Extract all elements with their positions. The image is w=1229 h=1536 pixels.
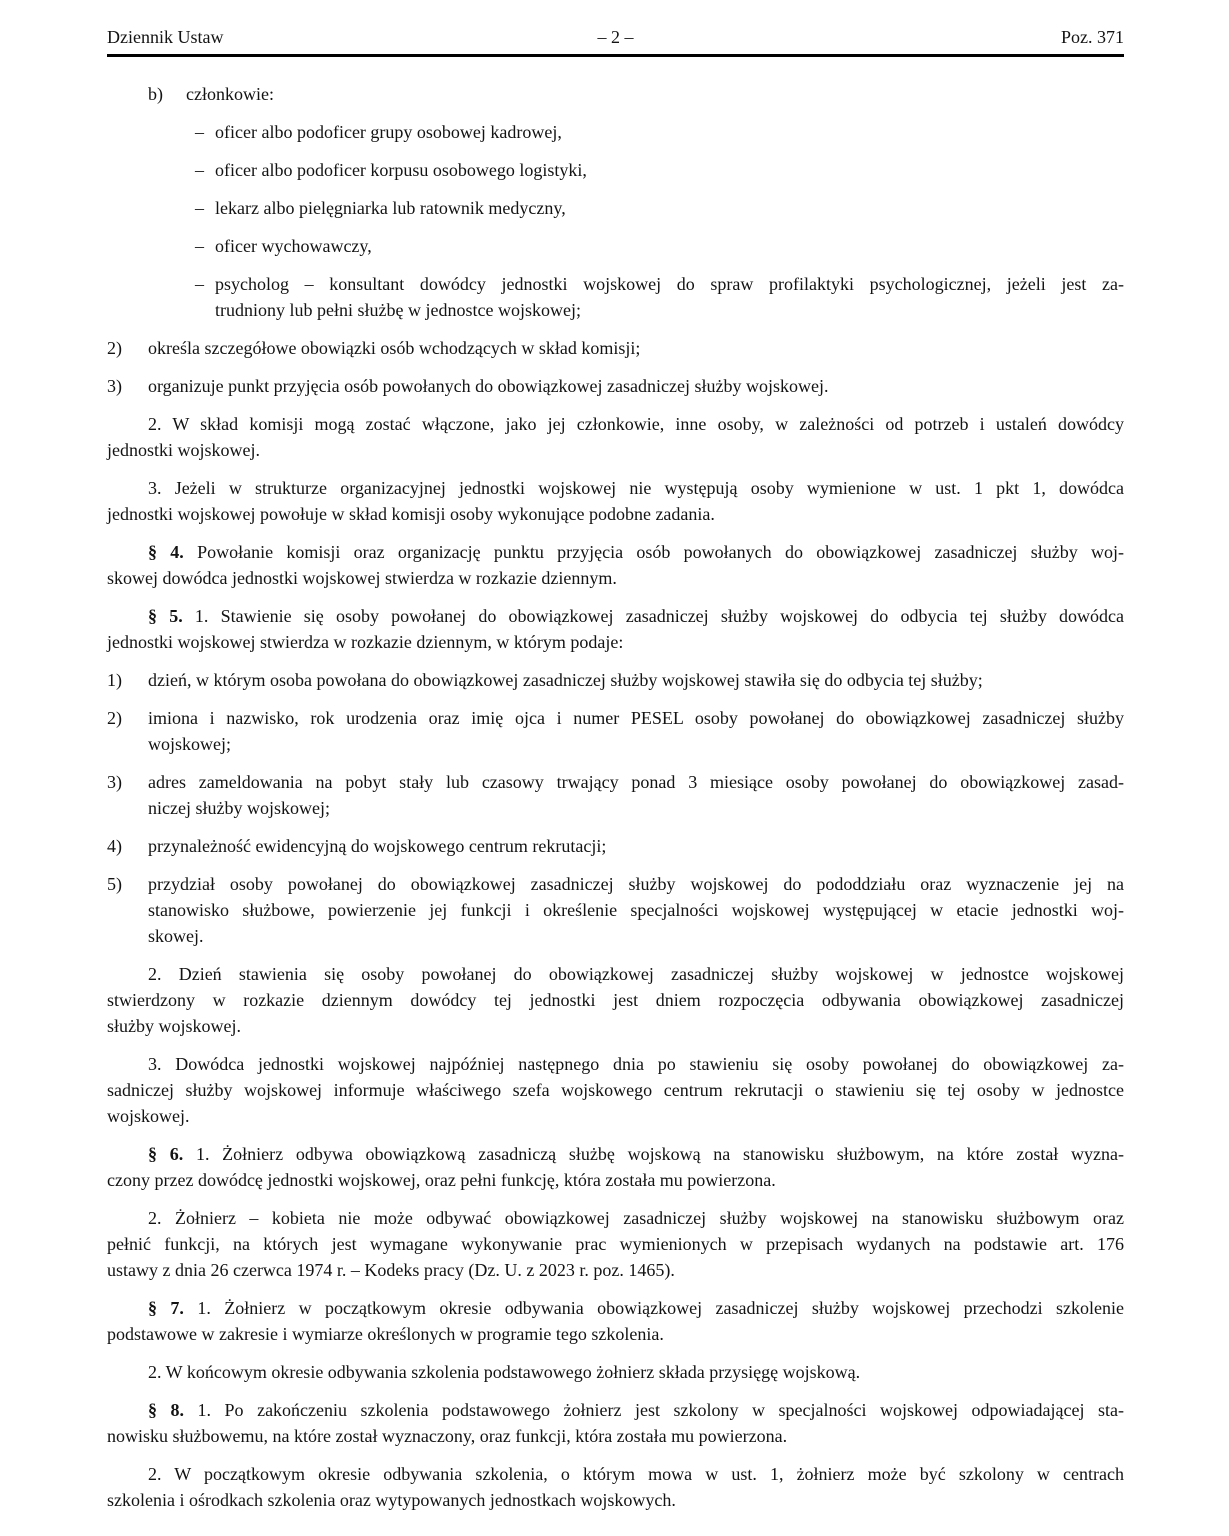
text-line: psycholog – konsultant dowódcy jednostki wojskowej do spraw profilaktyki psychologicznej, jeżeli jest za- [215, 274, 1124, 294]
text-line: organizuje punkt przyjęcia osób powołanych do obowiązkowej zasadniczej służby wojskowej. [148, 376, 829, 396]
text-line: jednostki wojskowej. [107, 440, 260, 460]
paragraph [107, 1051, 1124, 1129]
text-line: 3. Jeżeli w strukturze organizacyjnej jednostki wojskowej nie występują osoby wymienione w ust. 1 pkt 1, dowódca [148, 478, 1124, 498]
text-line: § 5. 1. Stawienie się osoby powołanej do obowiązkowej zasadniczej służby wojskowej do odbycia tej służby dowódca [148, 606, 1124, 626]
section-symbol: § 5. [148, 606, 195, 626]
paragraph [107, 1359, 1124, 1385]
text-line: szkolenia i ośrodkach szkolenia oraz wytypowanych jednostkach wojskowych. [107, 1490, 676, 1510]
paragraph [107, 475, 1124, 527]
text-line: podstawowe w zakresie i wymiarze określonych w programie tego szkolenia. [107, 1324, 664, 1344]
list-marker: – [195, 122, 204, 142]
numbered-item [107, 871, 1124, 949]
section-symbol: § 4. [148, 542, 198, 562]
text-line: służby wojskowej. [107, 1016, 241, 1036]
text-line: pełnić funkcji, na których jest wymagane wykonywanie prac wymienionych w przepisach wydanych na podstawie art. 176 [107, 1234, 1124, 1254]
text-line: czony przez dowódcę jednostki wojskowej, oraz pełni funkcję, która została mu powierzona. [107, 1170, 776, 1190]
text-line: lekarz albo pielęgniarka lub ratownik medyczny, [215, 198, 566, 218]
text-line: 2. Żołnierz – kobieta nie może odbywać obowiązkowej zasadniczej służby wojskowej na stanowisku służbowym oraz [148, 1208, 1124, 1228]
list-marker: 5) [107, 874, 122, 894]
list-marker: – [195, 198, 204, 218]
list-marker: – [195, 160, 204, 180]
text-line: oficer albo podoficer korpusu osobowego logistyki, [215, 160, 587, 180]
text-line: stanowisko służbowe, powierzenie jej funkcji i określenie specjalności wojskowej występującej w etacie jednostki woj- [148, 900, 1124, 920]
paragraph [107, 1461, 1124, 1513]
list-marker: – [195, 274, 204, 294]
text-line: 2. W początkowym okresie odbywania szkolenia, o którym mowa w ust. 1, żołnierz może być szkolony w centrach [148, 1464, 1124, 1484]
text-line: sadniczej służby wojskowej informuje właściwego szefa wojskowego centrum rekrutacji o stawieniu się tej osoby w jednostce [107, 1080, 1124, 1100]
paragraph [107, 539, 1124, 591]
position-number: Poz. 371 [1061, 27, 1124, 47]
numbered-item [107, 769, 1124, 821]
text-line: dzień, w którym osoba powołana do obowiązkowej zasadniczej służby wojskowej stawiła się do odbycia tej służby; [148, 670, 983, 690]
dash-item [107, 233, 1124, 259]
text-line: stwierdzony w rozkazie dziennym dowódcy tej jednostki jest dniem rozpoczęcia odbywania obowiązkowej zasadniczej [107, 990, 1124, 1010]
text-line: oficer albo podoficer grupy osobowej kadrowej, [215, 122, 562, 142]
document-body [107, 81, 1124, 1513]
text-line: 2. W skład komisji mogą zostać włączone, jako jej członkowie, inne osoby, w zależności od potrzeb i ustaleń dowódcy [148, 414, 1124, 434]
text-line: 2. Dzień stawienia się osoby powołanej do obowiązkowej zasadniczej służby wojskowej w jednostce wojskowej [148, 964, 1124, 984]
numbered-item [107, 705, 1124, 757]
dash-item [107, 271, 1124, 323]
page-number: – 2 – [597, 27, 634, 47]
paragraph [107, 1205, 1124, 1283]
text-line: trudniony lub pełni służbę w jednostce wojskowej; [215, 300, 581, 320]
text-line: wojskowej; [148, 734, 231, 754]
text-line: 2. W końcowym okresie odbywania szkolenia podstawowego żołnierz składa przysięgę wojskową. [148, 1362, 861, 1382]
text-line: § 6. 1. Żołnierz odbywa obowiązkową zasadniczą służbę wojskową na stanowisku służbowym, na które został wyzna- [148, 1144, 1124, 1164]
section-symbol: § 7. [148, 1298, 198, 1318]
text-line: członkowie: [186, 84, 274, 104]
text-line: skowej dowódca jednostki wojskowej stwierdza w rozkazie dziennym. [107, 568, 617, 588]
text-line: oficer wychowawczy, [215, 236, 372, 256]
numbered-item [107, 373, 1124, 399]
paragraph [107, 1295, 1124, 1347]
text-line: adres zameldowania na pobyt stały lub czasowy trwający ponad 3 miesiące osoby powołanej do obowiązkowej zasad- [148, 772, 1124, 792]
dash-item [107, 119, 1124, 145]
paragraph [107, 1397, 1124, 1449]
numbered-item [107, 667, 1124, 693]
letter-item [107, 81, 1124, 107]
text-line: jednostki wojskowej powołuje w skład komisji osoby wykonujące podobne zadania. [107, 504, 715, 524]
text-line: przydział osoby powołanej do obowiązkowej zasadniczej służby wojskowej do pododdziału oraz wyznaczenie jej na [148, 874, 1124, 894]
list-marker: 2) [107, 708, 122, 728]
numbered-item [107, 833, 1124, 859]
list-marker: 2) [107, 338, 122, 358]
list-marker: – [195, 236, 204, 256]
dash-item [107, 157, 1124, 183]
text-line: ustawy z dnia 26 czerwca 1974 r. – Kodeks pracy (Dz. U. z 2023 r. poz. 1465). [107, 1260, 675, 1280]
text-line: skowej. [148, 926, 204, 946]
text-line: przynależność ewidencyjną do wojskowego centrum rekrutacji; [148, 836, 607, 856]
text-line: § 8. 1. Po zakończeniu szkolenia podstawowego żołnierz jest szkolony w specjalności wojskowej odpowiadającej sta- [148, 1400, 1124, 1420]
paragraph [107, 1141, 1124, 1193]
list-marker: 1) [107, 670, 122, 690]
text-line: § 4. Powołanie komisji oraz organizację punktu przyjęcia osób powołanych do obowiązkowej zasadniczej służby woj- [148, 542, 1125, 562]
text-line: imiona i nazwisko, rok urodzenia oraz imię ojca i numer PESEL osoby powołanej do obowiązkowej zasadniczej służby [148, 708, 1124, 728]
numbered-item [107, 335, 1124, 361]
text-line: niczej służby wojskowej; [148, 798, 330, 818]
text-line: określa szczegółowe obowiązki osób wchodzących w skład komisji; [148, 338, 641, 358]
dash-item [107, 195, 1124, 221]
text-line: wojskowej. [107, 1106, 190, 1126]
paragraph [107, 603, 1124, 655]
list-marker: 3) [107, 376, 122, 396]
journal-title: Dziennik Ustaw [107, 27, 224, 47]
list-marker: 4) [107, 836, 122, 856]
list-marker: b) [148, 84, 163, 104]
text-line: jednostki wojskowej stwierdza w rozkazie dziennym, w którym podaje: [107, 632, 624, 652]
text-line: nowisku służbowemu, na które został wyznaczony, oraz funkcji, która została mu powierzona. [107, 1426, 788, 1446]
text-line: § 7. 1. Żołnierz w początkowym okresie odbywania obowiązkowej zasadniczej służby wojskowej przechodzi szkolenie [148, 1298, 1124, 1318]
text-line: 3. Dowódca jednostki wojskowej najpóźniej następnego dnia po stawieniu się osoby powołanej do obowiązkowej za- [148, 1054, 1124, 1074]
list-marker: 3) [107, 772, 122, 792]
section-symbol: § 6. [148, 1144, 196, 1164]
page-header [107, 26, 1124, 57]
paragraph [107, 961, 1124, 1039]
paragraph [107, 411, 1124, 463]
section-symbol: § 8. [148, 1400, 198, 1420]
